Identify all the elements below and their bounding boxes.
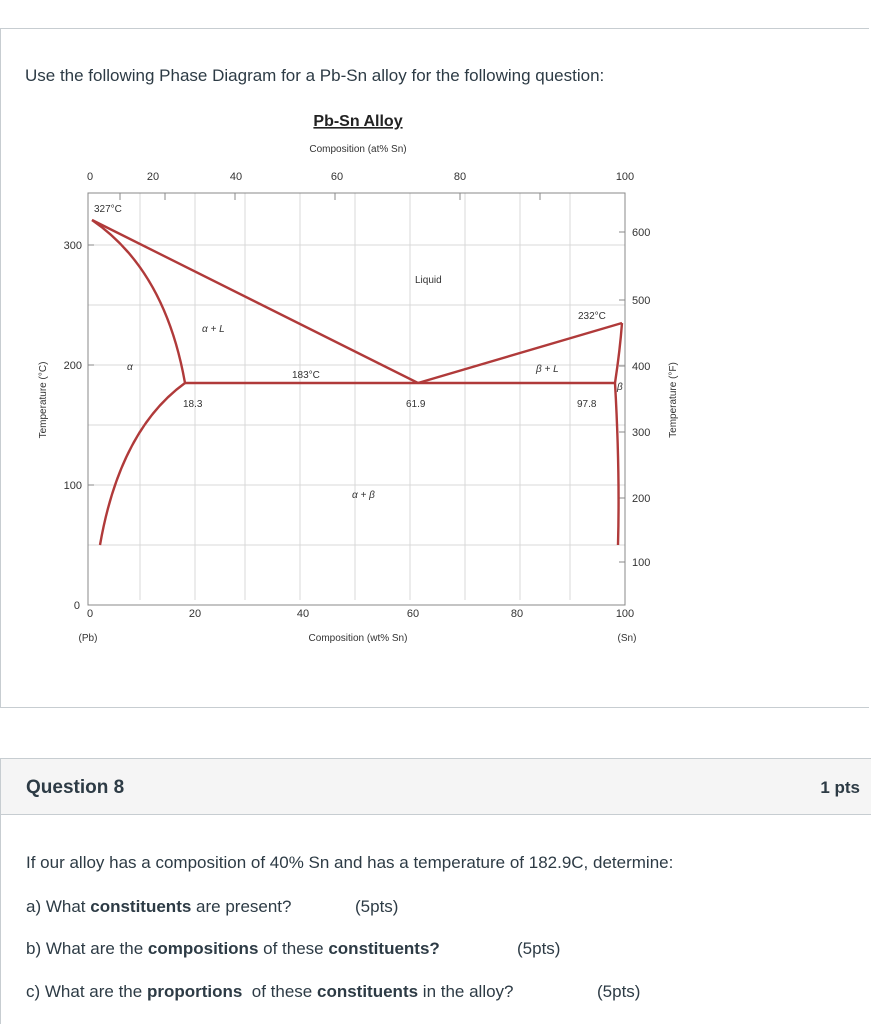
right-ticks <box>632 227 650 569</box>
top-tick: 100 <box>615 171 635 183</box>
solidus-right <box>615 323 622 383</box>
alpha-composition-label: 18.3 <box>183 399 203 410</box>
right-tick: 100 <box>632 557 651 569</box>
bottom-axis-label: Composition (wt% Sn) <box>308 633 408 644</box>
bottom-tick: 60 <box>406 608 420 620</box>
top-ticks <box>87 171 634 183</box>
right-tick: 500 <box>632 295 651 307</box>
alpha-label: α <box>127 362 133 373</box>
question-points: 1 pts <box>820 778 860 797</box>
plot-frame <box>88 193 625 605</box>
question-stem: If our alloy has a composition of 40% Sn and has a temperature of 182.9C, determine: <box>26 853 674 872</box>
diagram-title: Pb-Sn Alloy <box>313 113 403 130</box>
left-tick: 0 <box>73 600 80 612</box>
solvus-left <box>100 383 185 545</box>
question-header <box>1 759 871 815</box>
right-tick: 400 <box>632 361 651 373</box>
eutectic-temp-label: 183°C <box>292 370 320 381</box>
bottom-tick: 80 <box>510 608 524 620</box>
question-part-b: b) What are the compositions of these constituents? <box>26 939 440 958</box>
left-tick: 100 <box>63 480 82 492</box>
pb-melting-label: 327°C <box>94 204 122 215</box>
eutectic-composition-label: 61.9 <box>406 399 426 410</box>
right-tick: 600 <box>632 227 651 239</box>
top-tick: 40 <box>229 171 243 183</box>
alpha-beta-label: α + β <box>352 490 375 501</box>
beta-l-label: β + L <box>536 364 559 375</box>
top-tick: 60 <box>330 171 344 183</box>
question-card <box>0 758 871 1024</box>
beta-label: β <box>617 382 623 393</box>
question-part-c: c) What are the proportions of these constituents in the alloy? <box>26 982 514 1001</box>
tick-marks <box>88 193 625 562</box>
intro-text: Use the following Phase Diagram for a Pb-Sn alloy for the following question: <box>25 66 605 85</box>
liquidus-left <box>92 220 418 383</box>
question-part-a: a) What constituents are present? <box>26 897 292 916</box>
bottom-tick: 20 <box>188 608 202 620</box>
bottom-ticks <box>87 608 634 620</box>
bottom-tick: 0 <box>86 608 94 620</box>
question-title: Question 8 <box>26 777 125 798</box>
left-axis-label: Temperature (°C) <box>38 361 49 439</box>
sn-melting-label: 232°C <box>578 311 606 322</box>
right-tick: 300 <box>632 427 651 439</box>
bottom-tick: 40 <box>296 608 310 620</box>
top-tick: 80 <box>453 171 467 183</box>
liquid-label: Liquid <box>415 275 442 286</box>
sn-label: (Sn) <box>617 633 637 644</box>
beta-composition-label: 97.8 <box>577 399 597 410</box>
left-tick: 200 <box>63 360 82 372</box>
top-axis-label: Composition (at% Sn) <box>309 144 407 155</box>
solvus-right <box>615 383 619 545</box>
bottom-tick: 100 <box>615 608 635 620</box>
right-tick: 200 <box>632 493 651 505</box>
part-c-points: (5pts) <box>597 982 641 1001</box>
top-tick: 20 <box>146 171 160 183</box>
left-tick: 300 <box>63 240 82 252</box>
phase-diagram <box>30 100 690 660</box>
alpha-l-label: α + L <box>202 324 225 335</box>
top-tick: 0 <box>86 171 94 183</box>
left-ticks <box>64 240 82 612</box>
pb-label: (Pb) <box>78 633 98 644</box>
part-a-points: (5pts) <box>355 897 399 916</box>
part-b-points: (5pts) <box>517 939 561 958</box>
right-axis-label: Temperature (°F) <box>668 362 679 438</box>
